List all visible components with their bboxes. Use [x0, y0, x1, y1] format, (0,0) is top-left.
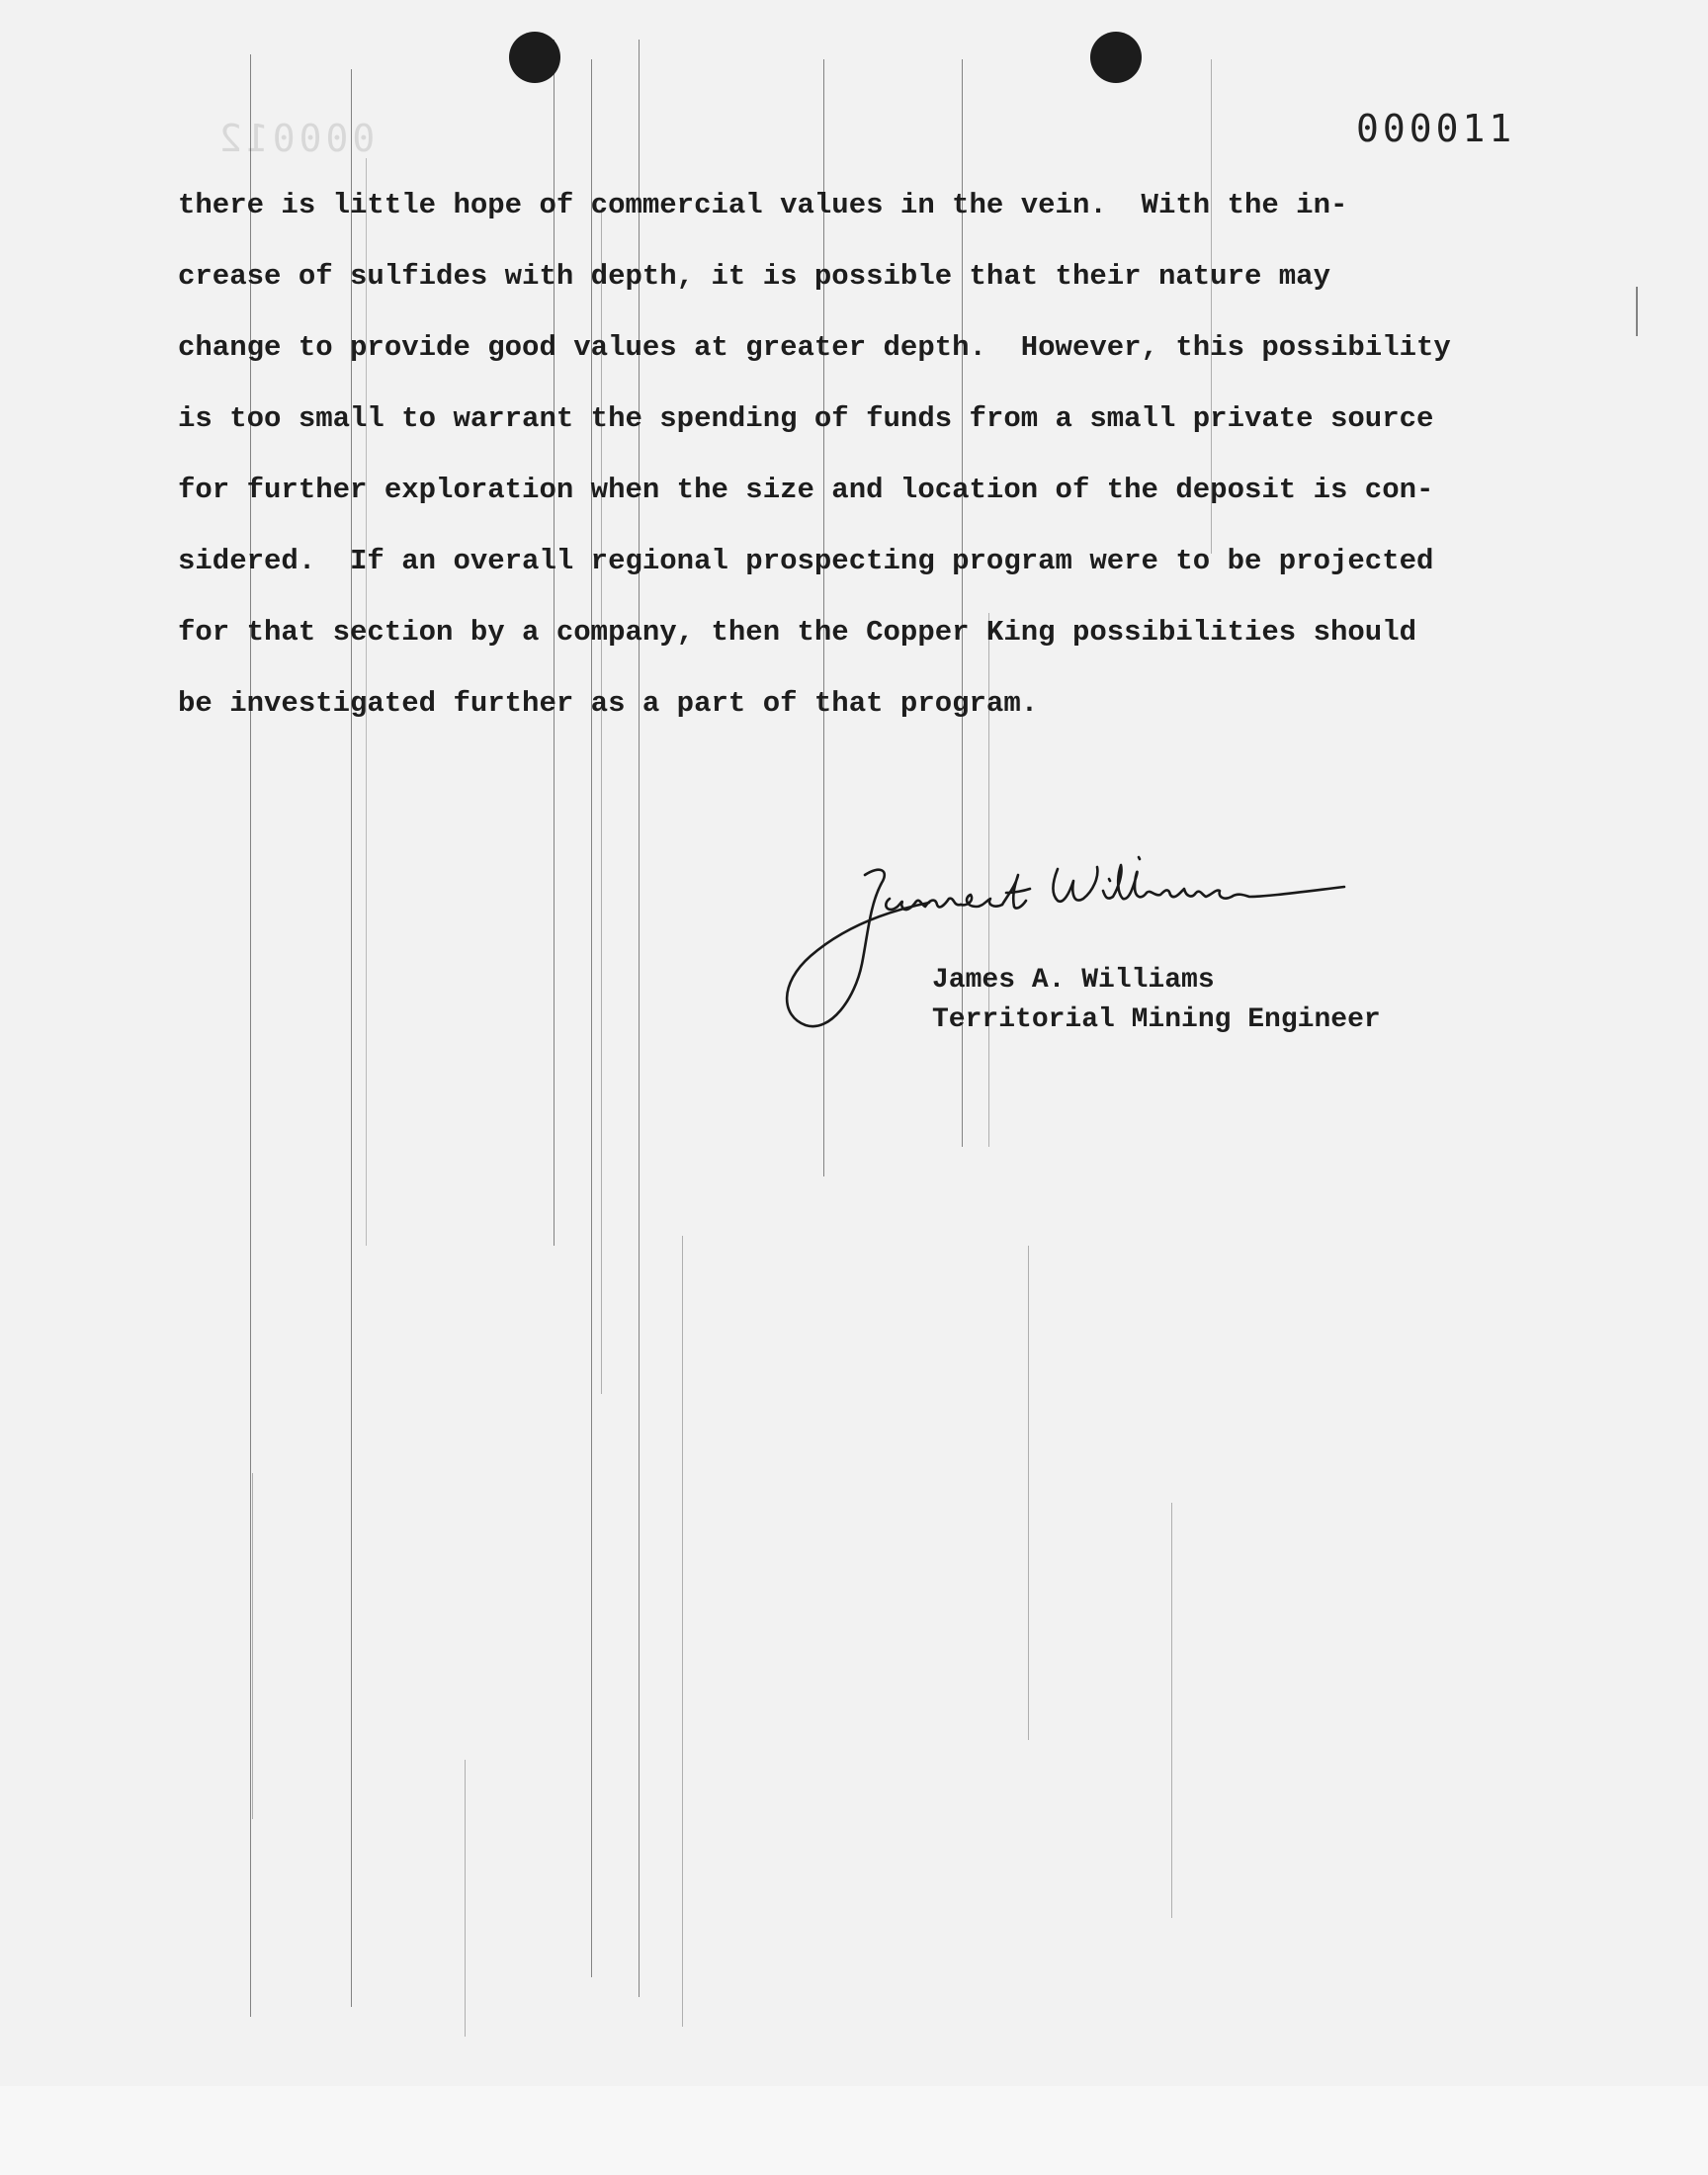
signer-title: Territorial Mining Engineer: [932, 1004, 1381, 1035]
body-paragraph: [178, 170, 1512, 740]
scan-streak: [1171, 1503, 1172, 1918]
body-line: sidered. If an overall regional prospecting program were to be projected: [178, 545, 1434, 577]
scan-streak: [252, 1473, 253, 1819]
scan-streak: [1028, 1246, 1029, 1740]
signature-block: [932, 961, 1381, 1040]
punch-hole-left: [509, 32, 560, 83]
scan-streak: [465, 1760, 466, 2037]
body-line: be investigated further as a part of that program.: [178, 687, 1039, 720]
body-line: change to provide good values at greater depth. However, this possibility: [178, 331, 1451, 364]
scan-streak: [682, 1236, 683, 2027]
page-number: 000011: [1356, 107, 1516, 150]
punch-hole-right: [1090, 32, 1142, 83]
scan-bottom-edge: [0, 2086, 1708, 2175]
body-line: there is little hope of commercial values in the vein. With the in-: [178, 189, 1348, 221]
scan-streak: [1636, 287, 1638, 336]
bleed-through-page-number: 000012: [215, 117, 376, 160]
body-line: for that section by a company, then the Copper King possibilities should: [178, 616, 1417, 649]
body-line: for further exploration when the size and location of the deposit is con-: [178, 474, 1434, 506]
body-line: crease of sulfides with depth, it is possible that their nature may: [178, 260, 1330, 293]
body-line: is too small to warrant the spending of funds from a small private source: [178, 402, 1434, 435]
signer-name: James A. Williams: [932, 965, 1215, 996]
